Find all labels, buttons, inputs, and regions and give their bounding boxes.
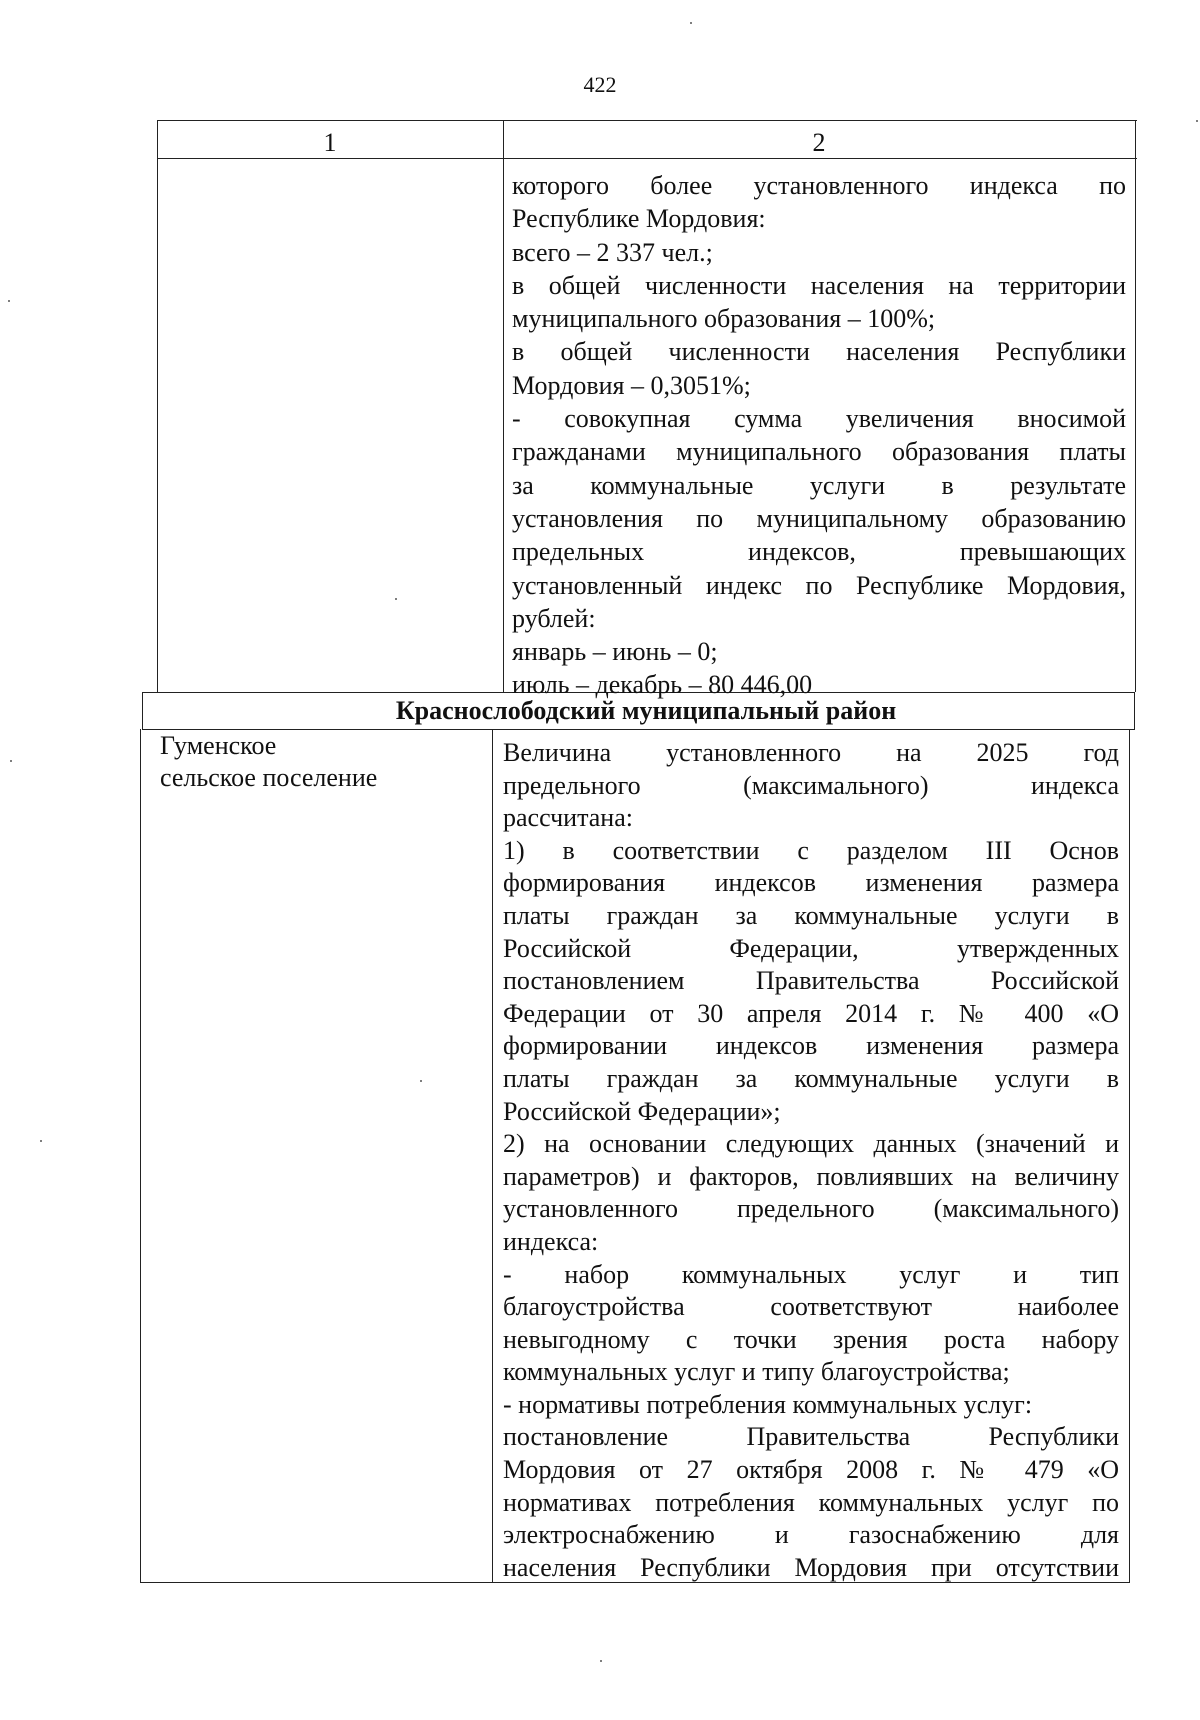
text-line: Мордовия – 0,3051%; (512, 370, 751, 400)
text-line: установленного предельного (максимального) (503, 1194, 1119, 1224)
text-line: гражданами муниципального образования платы (512, 437, 1126, 467)
municipality-name-line: Гуменское (160, 731, 277, 760)
scan-speck (1196, 120, 1198, 122)
text-line: Мордовия от 27 октября 2008 г. № 479 «О (503, 1455, 1119, 1485)
text-line: в общей численности населения на территории (512, 270, 1126, 300)
right-border-upper (1135, 120, 1136, 692)
text-line: электроснабжению и газоснабжению для (503, 1520, 1119, 1550)
text-line: постановлением Правительства Российской (503, 966, 1119, 996)
table-top-border (157, 120, 1137, 121)
text-line: формирования индексов изменения размера (503, 868, 1119, 898)
right-border-lower (1129, 729, 1130, 1582)
text-line: - набор коммунальных услуг и тип (503, 1259, 1119, 1289)
right-border-section (1134, 692, 1135, 729)
text-line: июль – декабрь – 80 446,00 (512, 670, 813, 700)
text-line: муниципального образования – 100%; (512, 304, 936, 334)
column-divider-upper (503, 120, 504, 692)
text-line: в общей численности населения Республики (512, 337, 1126, 367)
text-line: предельного (максимального) индекса (503, 770, 1119, 800)
scan-speck (10, 760, 12, 762)
text-line: Российской Федерации»; (503, 1096, 781, 1126)
header-bottom-border (157, 158, 1137, 159)
text-line: платы граждан за коммунальные услуги в (503, 900, 1119, 930)
left-border-section (142, 692, 143, 729)
text-line: январь – июнь – 0; (512, 637, 718, 667)
text-line: невыгодному с точки зрения роста набору (503, 1324, 1119, 1354)
text-line: которого более установленного индекса по (512, 171, 1126, 200)
text-line: благоустройства соответствуют наиболее (503, 1292, 1119, 1322)
text-line: Величина установленного на 2025 год (503, 738, 1119, 767)
scan-speck (8, 300, 10, 302)
text-line: Российской Федерации, утвержденных (503, 933, 1119, 963)
text-line: - нормативы потребления коммунальных услуг: (503, 1389, 1033, 1419)
header-col-2: 2 (812, 128, 826, 157)
text-line: формировании индексов изменения размера (503, 1031, 1119, 1061)
text-line: 2) на основании следующих данных (значений и (503, 1129, 1119, 1159)
text-line: - совокупная сумма увеличения вносимой (512, 404, 1126, 434)
text-line: коммунальных услуг и типу благоустройства; (503, 1357, 1010, 1387)
text-line: индекса: (503, 1226, 599, 1256)
text-line: рассчитана: (503, 803, 633, 833)
text-line: 1) в соответствии с разделом III Основ (503, 835, 1119, 865)
scan-speck (420, 1080, 422, 1082)
municipality-name-line: сельское поселение (160, 763, 378, 792)
left-border-lower (140, 729, 141, 1582)
scan-speck (395, 598, 397, 600)
text-line: платы граждан за коммунальные услуги в (503, 1063, 1119, 1093)
text-line: установленный индекс по Республике Мордовия, (512, 570, 1126, 600)
column-divider-lower (492, 729, 493, 1582)
text-line: населения Республики Мордовия при отсутствии (503, 1552, 1119, 1582)
text-line: параметров) и факторов, повлиявших на величину (503, 1161, 1119, 1191)
text-line: постановление Правительства Республики (503, 1422, 1119, 1452)
scan-speck (600, 1660, 602, 1662)
scan-speck (40, 1140, 42, 1142)
text-line: Республике Мордовия: (512, 204, 766, 234)
left-border-upper (157, 120, 158, 692)
text-line: всего – 2 337 чел.; (512, 237, 713, 267)
text-line: рублей: (512, 603, 596, 633)
continued-description-cell (512, 169, 1126, 702)
section-title: Краснослободский муниципальный район (395, 696, 897, 725)
header-col-1: 1 (323, 128, 337, 157)
scan-speck (690, 22, 692, 24)
text-line: Федерации от 30 апреля 2014 г. № 400 «О (503, 998, 1119, 1028)
text-line: предельных индексов, превышающих (512, 537, 1126, 567)
municipality-cell (160, 730, 480, 794)
text-line: за коммунальные услуги в результате (512, 470, 1126, 500)
description-cell (503, 737, 1119, 1584)
page-number: 422 (583, 72, 617, 97)
text-line: нормативах потребления коммунальных услуг по (503, 1487, 1119, 1517)
text-line: установления по муниципальному образованию (512, 503, 1126, 533)
